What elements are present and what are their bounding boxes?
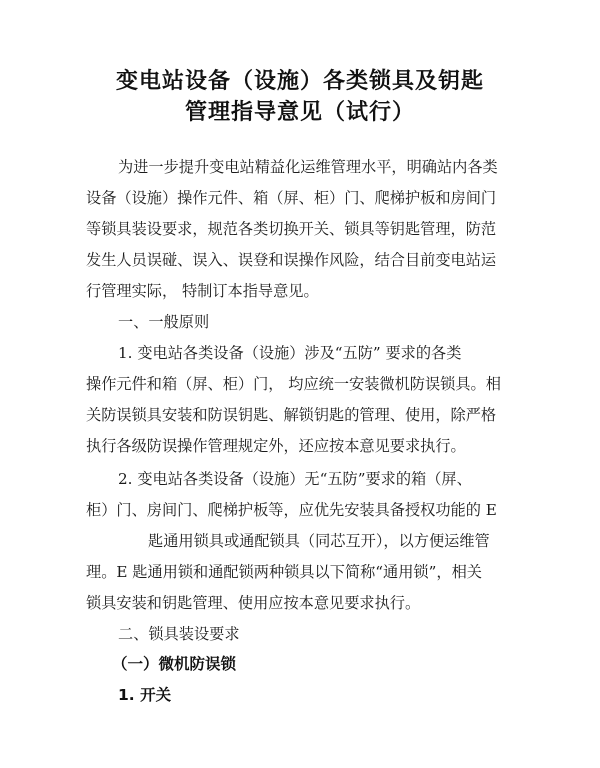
item-switch-heading: 1. 开关 bbox=[118, 686, 172, 704]
item-2-line: 2. 变电站各类设备（设施）无“五防”要求的箱（屏、 bbox=[118, 470, 472, 488]
subsection-heading-microcomputer-lock: （一）微机防误锁 bbox=[112, 655, 237, 673]
item-2-line: 柜）门、房间门、爬梯护板等，应优先安装具备授权功能的 E bbox=[86, 501, 497, 519]
intro-line: 设备（设施）操作元件、箱（屏、柜）门、爬梯护板和房间门 bbox=[86, 189, 497, 207]
item-1-line: 1. 变电站各类设备（设施）涉及“五防” 要求的各类 bbox=[118, 344, 462, 362]
section-heading-lock-installation: 二、锁具装设要求 bbox=[118, 625, 240, 643]
intro-line: 为进一步提升变电站精益化运维管理水平，明确站内各类 bbox=[118, 158, 498, 176]
item-1-line: 执行各级防误操作管理规定外，还应按本意见要求执行。 bbox=[86, 437, 466, 455]
section-heading-general-principles: 一、一般原则 bbox=[118, 313, 210, 331]
intro-line: 行管理实际， 特制订本指导意见。 bbox=[86, 282, 319, 300]
document-title-line-1: 变电站设备（设施）各类锁具及钥匙 bbox=[115, 69, 484, 94]
item-1-line: 操作元件和箱（屏、柜）门， 均应统一安装微机防误锁具。相 bbox=[86, 375, 501, 393]
intro-line: 等锁具装设要求，规范各类切换开关、锁具等钥匙管理，防范 bbox=[86, 220, 497, 238]
item-1-line: 关防误锁具安装和防误钥匙、解锁钥匙的管理、使用，除严格 bbox=[86, 406, 497, 424]
item-2-line: 匙通用锁具或通配锁具（同芯互开），以方便运维管 bbox=[148, 532, 490, 550]
item-2-line: 锁具安装和钥匙管理、使用应按本意见要求执行。 bbox=[86, 594, 421, 612]
item-2-line: 理。E 匙通用锁和通配锁两种锁具以下简称“通用锁”，相关 bbox=[86, 563, 482, 581]
intro-line: 发生人员误碰、误入、误登和误操作风险，结合目前变电站运 bbox=[86, 251, 497, 269]
document-title-line-2: 管理指导意见（试行） bbox=[184, 100, 415, 125]
